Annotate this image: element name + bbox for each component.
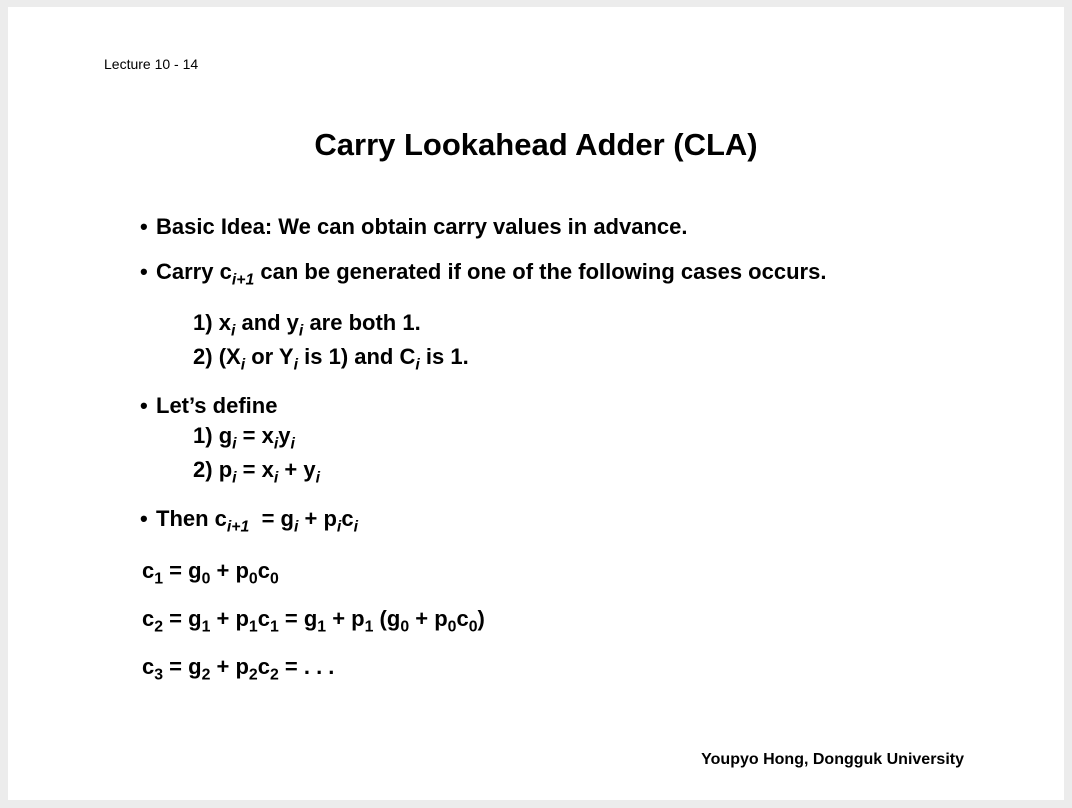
sub-i: i bbox=[273, 435, 279, 453]
define-g: 1) $g_i = x_iy_i$ bbox=[193, 423, 295, 453]
equation-c1: $c_1 = g_0 + p_0c_0$ bbox=[142, 558, 279, 588]
bullet-dot: • bbox=[140, 259, 148, 284]
carry-prefix: Carry c bbox=[156, 259, 232, 284]
lecture-label: Lecture 10 - 14 bbox=[104, 56, 199, 72]
case-1-number: 1) bbox=[193, 310, 219, 335]
bullet-lets-define bbox=[140, 393, 277, 419]
lets-define-text: Let’s define bbox=[156, 393, 278, 418]
slide-title: Carry Lookahead Adder (CLA) bbox=[314, 127, 758, 162]
carry-subscript: i+1 bbox=[231, 271, 255, 289]
bullet-dot: • bbox=[140, 214, 148, 239]
sub-i: i bbox=[293, 518, 299, 536]
slide bbox=[8, 7, 1064, 800]
sub-i: i bbox=[232, 435, 237, 453]
bullet-basic-idea bbox=[140, 214, 688, 240]
sub-i: i bbox=[240, 356, 246, 374]
sub-i: i bbox=[315, 469, 320, 487]
case-1: 1) $x_i$ and $y_i$ are both 1. bbox=[193, 310, 421, 340]
carry-suffix: can be generated if one of the following cases occurs. bbox=[254, 259, 827, 284]
define-1-number: 1) bbox=[193, 423, 219, 448]
sub-i: i bbox=[353, 518, 358, 536]
bullet-then: • Then $c_{i+1} = g_i + p_ic_i$ bbox=[140, 506, 358, 536]
then-prefix: Then c bbox=[156, 506, 227, 531]
sub-i: i bbox=[232, 469, 237, 487]
sub-i: i bbox=[290, 435, 295, 453]
basic-idea-text: Basic Idea: We can obtain carry values in advance. bbox=[156, 214, 688, 239]
sub-i: i bbox=[415, 356, 420, 374]
define-p: 2) $p_i = x_i + y_i$ bbox=[193, 457, 320, 487]
then-subscript: i+1 bbox=[226, 518, 250, 536]
sub-i: i bbox=[273, 469, 279, 487]
bullet-dot: • bbox=[140, 393, 148, 418]
sub-i: i bbox=[230, 322, 236, 340]
equation-c2: $c_2 = g_1 + p_1c_1 = g_1 + p_1$ $(g_0 + p_0c_0)$ bbox=[142, 606, 485, 636]
equation-c3: $c_3 = g_2 + p_2c_2$ = . . . bbox=[142, 654, 335, 684]
sub-i: i bbox=[298, 322, 304, 340]
bullet-carry bbox=[140, 259, 827, 289]
footer-author: Youpyo Hong, Dongguk University bbox=[701, 751, 964, 768]
sub-i: i bbox=[336, 518, 342, 536]
sub-i: i bbox=[293, 356, 299, 374]
bullet-dot: • bbox=[140, 506, 148, 531]
case-2-number: 2) bbox=[193, 344, 219, 369]
define-2-number: 2) bbox=[193, 457, 219, 482]
case-2: 2) ($X_i$ or $Y_i$ is 1) and $C_i$ is 1. bbox=[193, 344, 469, 374]
